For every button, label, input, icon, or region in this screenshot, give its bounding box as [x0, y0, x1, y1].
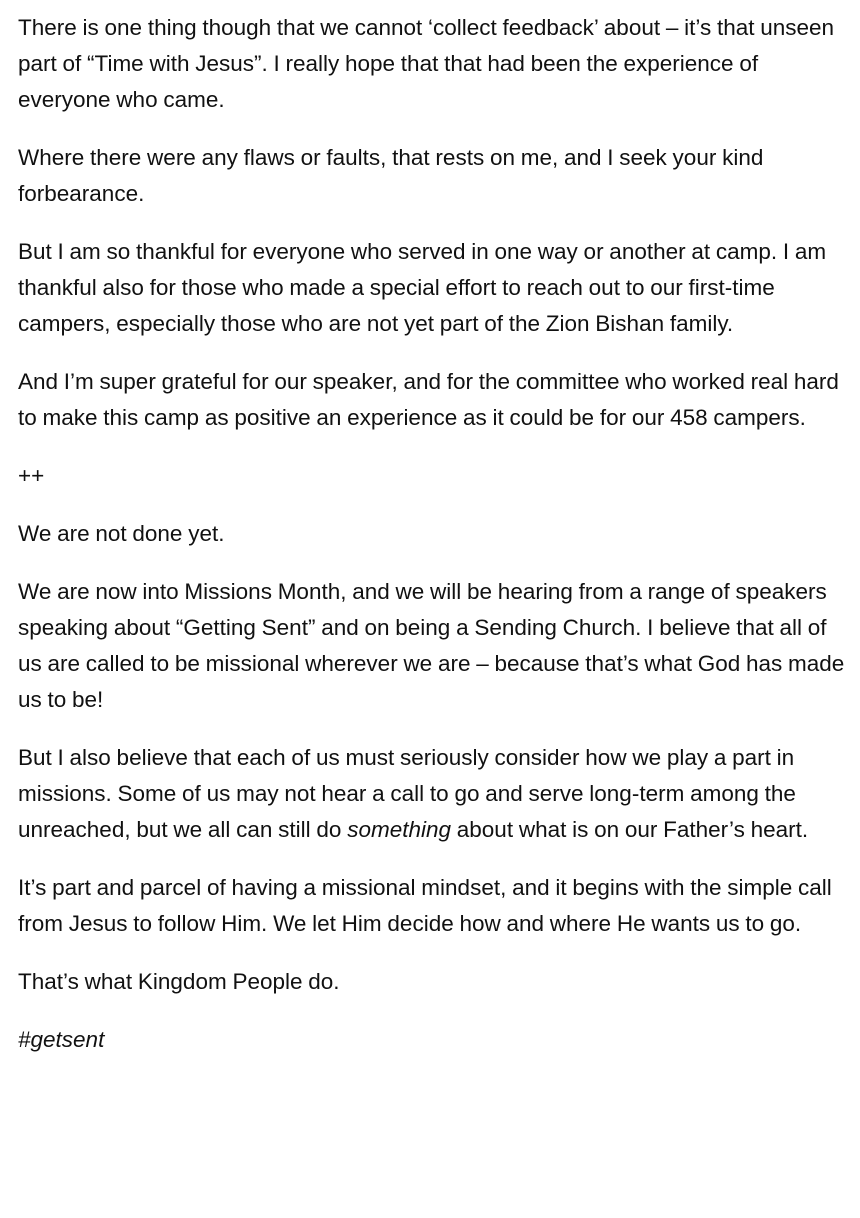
- paragraph-missional-mindset: It’s part and parcel of having a missional mindset, and it begins with the simple call from Jesus to follow Him. We let Him decide how and where He wants us to go.: [18, 875, 832, 936]
- paragraph-kingdom-people: That’s what Kingdom People do.: [18, 969, 340, 994]
- paragraph-missions-part: [18, 740, 854, 848]
- paragraph-grateful: And I’m super grateful for our speaker, and for the committee who worked real hard to make this camp as positive an experience as it could be for our 458 campers.: [18, 369, 839, 430]
- paragraph-missions-month: We are now into Missions Month, and we will be hearing from a range of speakers speaking about “Getting Sent” and on being a Sending Church. I believe that all of us are called to be missional wherever we are – because that’s what God has made us to be!: [18, 579, 845, 712]
- missions-text-emphasis: something: [347, 817, 452, 842]
- missions-text-after: about what is on our Father’s heart.: [451, 817, 809, 842]
- paragraph-feedback: There is one thing though that we cannot ‘collect feedback’ about – it’s that unseen part of “Time with Jesus”. I really hope that that had been the experience of everyone who came.: [18, 15, 835, 112]
- document-body: [18, 10, 854, 1080]
- missions-text-before: But I also believe that each of us must seriously consider how we play a part in missions. Some of us may not hear a call to go and serve long-term among the unreached, but we all can still do: [18, 745, 796, 842]
- hashtag-text: #getsent: [18, 1027, 105, 1052]
- paragraph-thankful: But I am so thankful for everyone who served in one way or another at camp. I am thankful also for those who made a special effort to reach out to our first-time campers, especially those who are not yet part of the Zion Bishan family.: [18, 239, 827, 336]
- hashtag: [18, 1022, 854, 1058]
- paragraph-forbearance: Where there were any flaws or faults, that rests on me, and I seek your kind forbearance.: [18, 145, 764, 206]
- section-separator: ++: [18, 463, 45, 488]
- paragraph-not-done: We are not done yet.: [18, 521, 225, 546]
